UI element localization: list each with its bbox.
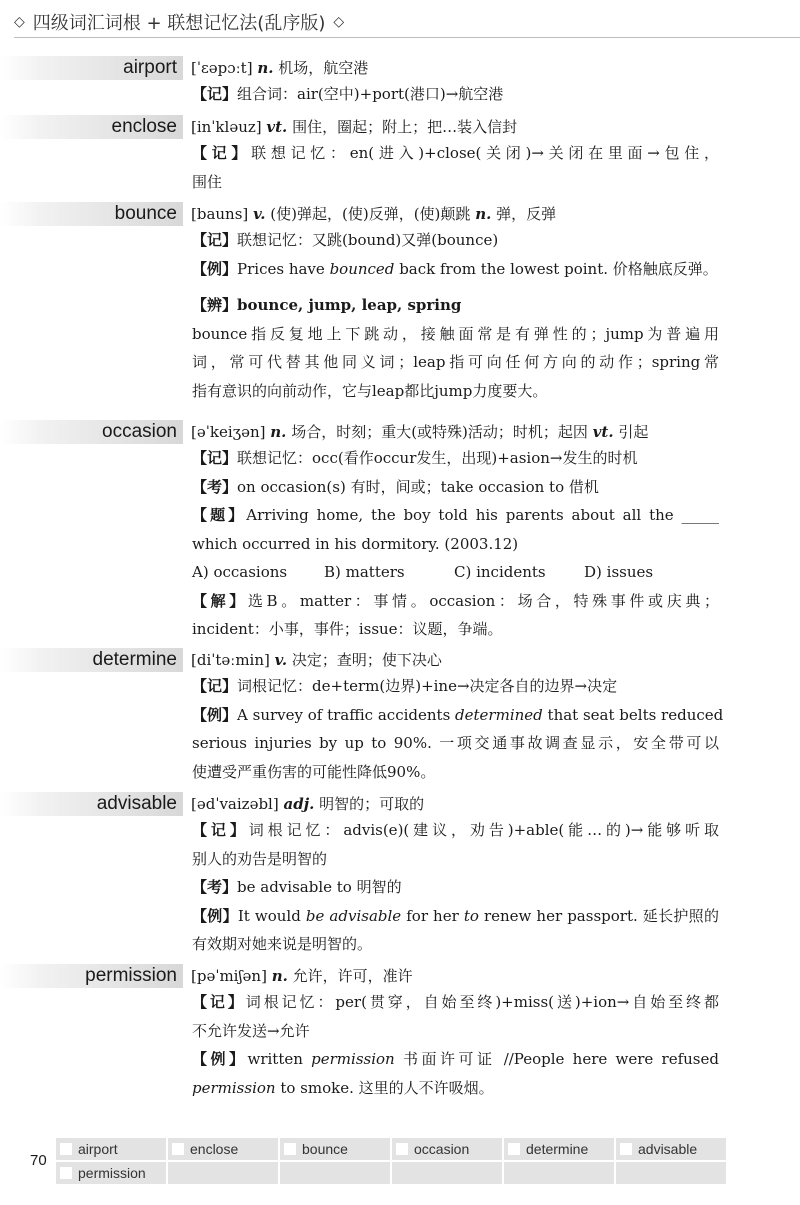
checkbox-icon[interactable]: [172, 1143, 184, 1155]
checklist-item[interactable]: enclose: [168, 1138, 278, 1160]
memory-line: 【记】词根记忆：de+term(边界)+ine→决定各自的边界→决定: [192, 677, 618, 695]
exam-line: 【考】on occasion(s) 有时，间或；take occasion to 借机: [192, 477, 599, 496]
page-number: 70: [30, 1152, 47, 1169]
entry-advisable: [0, 792, 800, 959]
entry-airport: [0, 56, 800, 109]
phonetic-line: [ədˈvaizəbl] adj. 明智的；可取的: [191, 795, 425, 813]
example-line-cont: serious injuries by up to 90%. 一项交通事故调查显示，安全带可以: [192, 734, 719, 752]
option-a: A) occasions: [192, 563, 288, 581]
checklist-empty: [392, 1162, 502, 1184]
diamond-icon: ◇: [333, 14, 345, 30]
phonetic-line: [diˈtəːmin] v. 决定；查明；使下决心: [191, 651, 442, 669]
phonetic-line: [əˈkeiʒən] n. 场合，时刻；重大(或特殊)活动；时机；起因 vt. 引起: [191, 423, 649, 441]
memory-line-cont: 不允许发送→允许: [192, 1021, 310, 1040]
memory-line: 【记】联想记忆：en(进入)+close(关闭)→关闭在里面→包住，: [192, 144, 719, 162]
checklist-empty: [616, 1162, 726, 1184]
phonetic-line: [pəˈmiʃən] n. 允许，许可，准许: [191, 967, 413, 985]
entry-occasion: [0, 420, 800, 644]
running-header: [14, 8, 344, 36]
headword: occasion: [0, 420, 183, 444]
question-line: 【题】Arriving home, the boy told his parents about all the _____: [192, 506, 719, 524]
explanation-line-cont: incident：小事，事件；issue：议题，争端。: [192, 620, 503, 638]
phonetic-line: [ˈɛəpɔːt] n. 机场，航空港: [191, 59, 369, 77]
headword: determine: [0, 648, 183, 672]
example-line-cont: 使遭受严重伤害的可能性降低90%。: [192, 762, 436, 781]
checklist-item[interactable]: permission: [56, 1162, 166, 1184]
checklist-empty: [280, 1162, 390, 1184]
review-checklist: [56, 1138, 718, 1184]
headword: airport: [0, 56, 183, 80]
memory-line-cont: 别人的劝告是明智的: [192, 849, 328, 868]
header-title: 四级词汇词根 + 联想记忆法(乱序版): [32, 13, 326, 34]
checkbox-icon[interactable]: [60, 1143, 72, 1155]
distinction-title: 【辨】bounce, jump, leap, spring: [192, 296, 462, 314]
exam-line: 【考】be advisable to 明智的: [192, 878, 402, 896]
entry-determine: [0, 648, 800, 786]
checklist-item[interactable]: determine: [504, 1138, 614, 1160]
example-line: 【例】It would be advisable for her to renew her passport. 延长护照的: [192, 906, 719, 925]
distinction-line: 指有意识的向前动作，它与leap都比jump力度要大。: [192, 381, 548, 400]
memory-line-cont: 围住: [192, 172, 223, 191]
example-line-cont: permission to smoke. 这里的人不许吸烟。: [192, 1078, 494, 1097]
distinction-line: bounce指反复地上下跳动，接触面常是有弹性的；jump为普遍用: [192, 324, 719, 343]
memory-line: 【记】联想记忆：occ(看作occur发生，出现)+asion→发生的时机: [192, 449, 638, 467]
memory-line: 【记】词根记忆：advis(e)(建议，劝告)+able(能…的)→能够听取: [192, 821, 719, 839]
question-line-cont: which occurred in his dormitory. (2003.12): [192, 534, 519, 553]
entry-bounce: [0, 202, 800, 405]
headword: advisable: [0, 792, 183, 816]
checkbox-icon[interactable]: [620, 1143, 632, 1155]
example-line-cont: 有效期对她来说是明智的。: [192, 935, 373, 953]
checkbox-icon[interactable]: [284, 1143, 296, 1155]
entry-enclose: [0, 115, 800, 196]
checkbox-icon[interactable]: [508, 1143, 520, 1155]
memory-line: 【记】联想记忆：又跳(bound)又弹(bounce): [192, 231, 499, 249]
headword: bounce: [0, 202, 183, 226]
entry-permission: [0, 964, 800, 1102]
diamond-icon: ◇: [14, 14, 25, 30]
answer-options: [192, 558, 719, 587]
phonetic-line: [inˈkləuz] vt. 围住，圈起；附上；把…装入信封: [191, 118, 518, 136]
example-line: 【例】A survey of traffic accidents determined that seat belts reduced: [192, 705, 724, 724]
checklist-item[interactable]: airport: [56, 1138, 166, 1160]
explanation-line: 【解】选B。matter：事情。occasion：场合，特殊事件或庆典；: [192, 591, 719, 610]
checklist-item[interactable]: occasion: [392, 1138, 502, 1160]
example-line: 【例】written permission 书面许可证 //People here were refused: [192, 1050, 719, 1068]
distinction-line: 词，常可代替其他同义词；leap指可向任何方向的动作；spring常: [192, 353, 719, 371]
checkbox-icon[interactable]: [60, 1167, 72, 1179]
header-rule: [14, 37, 800, 38]
option-c: C) incidents: [454, 563, 546, 581]
checklist-item[interactable]: advisable: [616, 1138, 726, 1160]
memory-line: 【记】词根记忆：per(贯穿，自始至终)+miss(送)+ion→自始至终都: [192, 993, 719, 1011]
option-b: B) matters: [324, 563, 405, 581]
memory-line: 【记】组合词：air(空中)+port(港口)→航空港: [192, 85, 504, 103]
headword: permission: [0, 964, 183, 988]
checklist-empty: [168, 1162, 278, 1184]
phonetic-line: [bauns] v. (使)弹起，(使)反弹，(使)颠跳 n. 弹，反弹: [191, 205, 557, 223]
checkbox-icon[interactable]: [396, 1143, 408, 1155]
option-d: D) issues: [584, 563, 654, 581]
checklist-item[interactable]: bounce: [280, 1138, 390, 1160]
checklist-empty: [504, 1162, 614, 1184]
headword: enclose: [0, 115, 183, 139]
example-line: 【例】Prices have bounced back from the lowest point. 价格触底反弹。: [192, 259, 718, 278]
